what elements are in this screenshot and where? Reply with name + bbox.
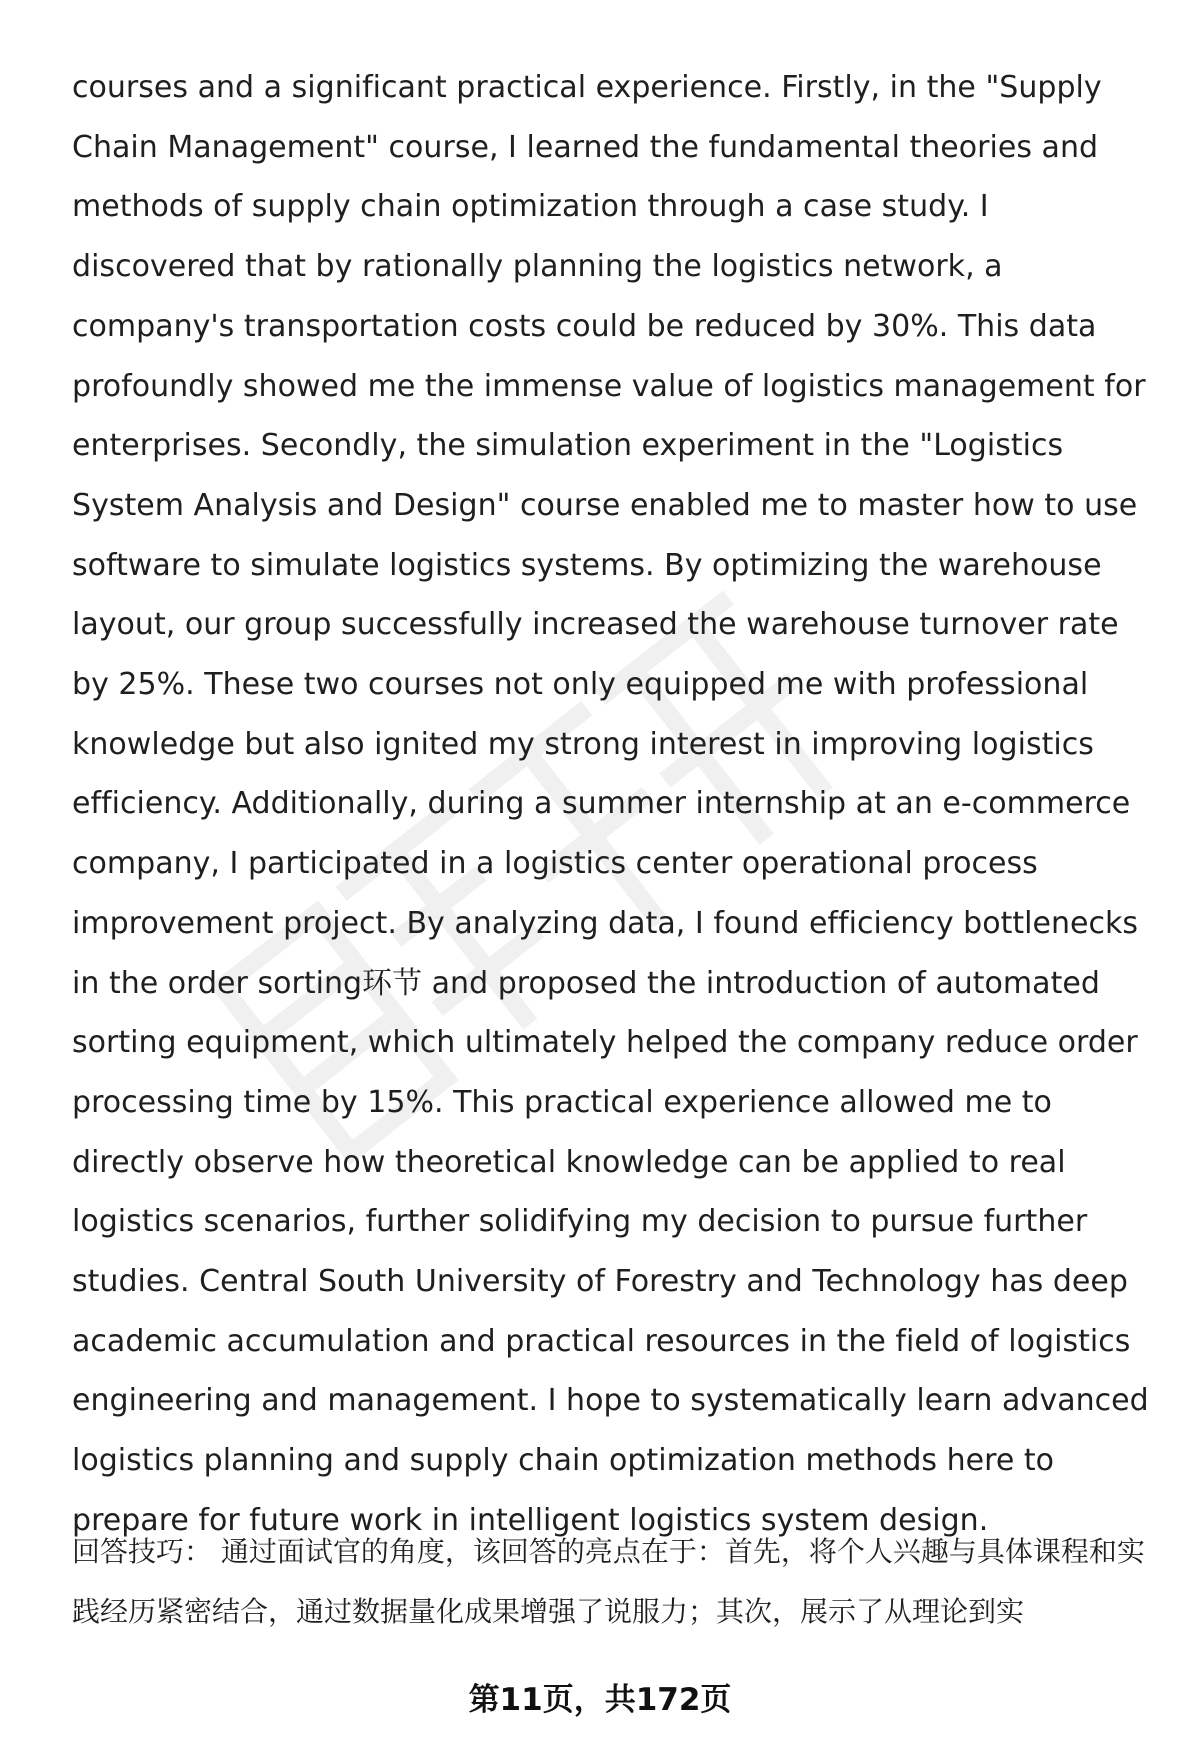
page-footer: 第11页，共172页 bbox=[468, 1682, 732, 1718]
body-paragraph: courses and a significant practical experience. Firstly, in the "Supply Chain Management" course, I learned the fundamental theories and methods of supply chain optimization through a case study. I discovered that by rationally planning the logistics network, a company's transportation costs could be reduced by 30%. This data profoundly showed me the immense value of logistics management for enterprises. Secondly, the simulation experiment in the "Logistics System Analysis and Design" course enabled me to master how to use software to simulate logistics systems. By optimizing the warehouse layout, our group successfully increased the warehouse turnover rate by 25%. These two courses not only equipped me with professional knowledge but also ignited my strong interest in improving logistics efficiency. Additionally, during a summer internship at an e-commerce company, I participated in a logistics center operational process improvement project. By analyzing data, I found efficiency bottlenecks in the order sorting环节 and proposed the introduction of automated sorting equipment, which ultimately helped the company reduce order processing time by 15%. This practical experience allowed me to directly observe how theoretical knowledge can be applied to real logistics scenarios, further solidifying my decision to pursue further studies. Central South University of Forestry and Technology has deep academic accumulation and practical resources in the field of logistics engineering and management. I hope to systematically learn advanced logistics planning and supply chain optimization methods here to prepare for future work in intelligent logistics system design. bbox=[72, 70, 1149, 1538]
answer-tip: 回答技巧： 通过面试官的角度，该回答的亮点在于：首先，将个人兴趣与具体课程和实践经历紧密结合，通过数据量化成果增强了说服力；其次，展示了从理论到实 bbox=[72, 1535, 1145, 1628]
